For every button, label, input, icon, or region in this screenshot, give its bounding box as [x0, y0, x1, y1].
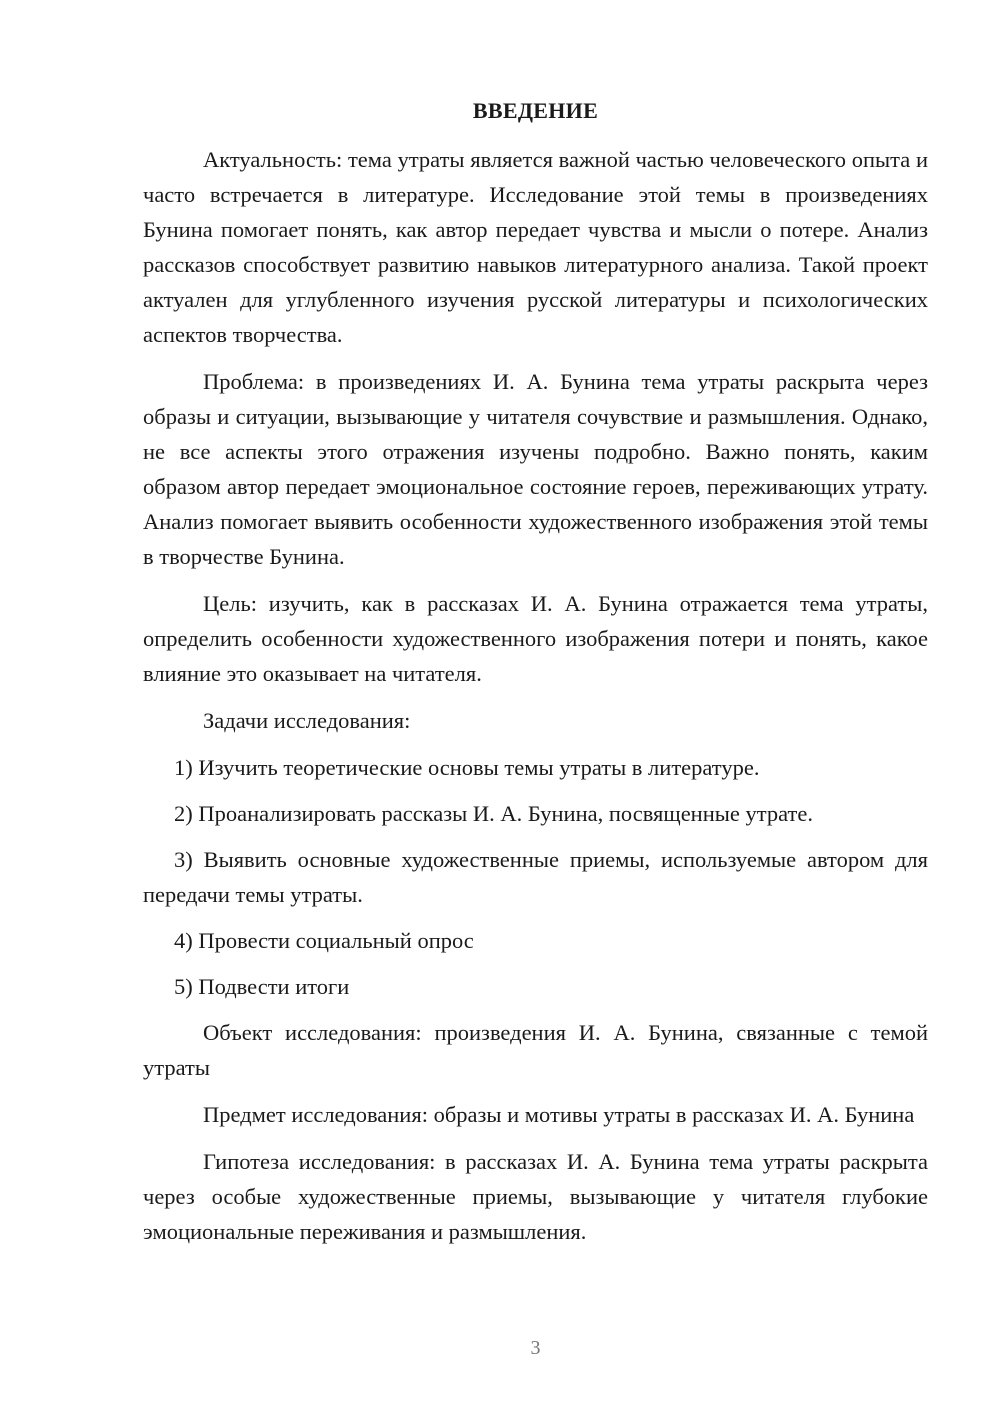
- goal-paragraph: Цель: изучить, как в рассказах И. А. Бунина отражается тема утраты, определить особенности художественного изображения потери и понять, какое влияние это оказывает на читателя.: [143, 591, 928, 686]
- task-item: 1) Изучить теоретические основы темы утраты в литературе.: [174, 755, 760, 780]
- subject-paragraph: Предмет исследования: образы и мотивы утраты в рассказах И. А. Бунина: [203, 1102, 915, 1127]
- section-heading: ВВЕДЕНИЕ: [472, 98, 599, 123]
- task-item: 2) Проанализировать рассказы И. А. Бунина, посвященные утрате.: [174, 801, 813, 826]
- task-item: 3) Выявить основные художественные приемы, используемые автором для передачи темы утраты.: [143, 847, 928, 907]
- document-page: [143, 0, 928, 1414]
- page-number: 3: [530, 1337, 541, 1359]
- tasks-heading: Задачи исследования:: [203, 708, 411, 733]
- task-item: 4) Провести социальный опрос: [174, 928, 474, 953]
- task-item: 5) Подвести итоги: [174, 974, 350, 999]
- hypothesis-paragraph: Гипотеза исследования: в рассказах И. А. Бунина тема утраты раскрыта через особые художественные приемы, вызывающие у читателя глубокие эмоциональные переживания и размышления.: [143, 1149, 928, 1244]
- problem-paragraph: Проблема: в произведениях И. А. Бунина тема утраты раскрыта через образы и ситуации, вызывающие у читателя сочувствие и размышления. Однако, не все аспекты этого отражения изучены подробно. Важно понять, каким образом автор передает эмоциональное состояние героев, переживающих утрату. Анализ помогает выявить особенности художественного изображения этой темы в творчестве Бунина.: [143, 369, 928, 569]
- object-paragraph: Объект исследования: произведения И. А. Бунина, связанные с темой утраты: [143, 1020, 928, 1080]
- document-body: [143, 142, 928, 1261]
- relevance-paragraph: Актуальность: тема утраты является важной частью человеческого опыта и часто встречается в литературе. Исследование этой темы в произведениях Бунина помогает понять, как автор передает чувства и мысли о потере. Анализ рассказов способствует развитию навыков литературного анализа. Такой проект актуален для углубленного изучения русской литературы и психологических аспектов творчества.: [143, 147, 928, 347]
